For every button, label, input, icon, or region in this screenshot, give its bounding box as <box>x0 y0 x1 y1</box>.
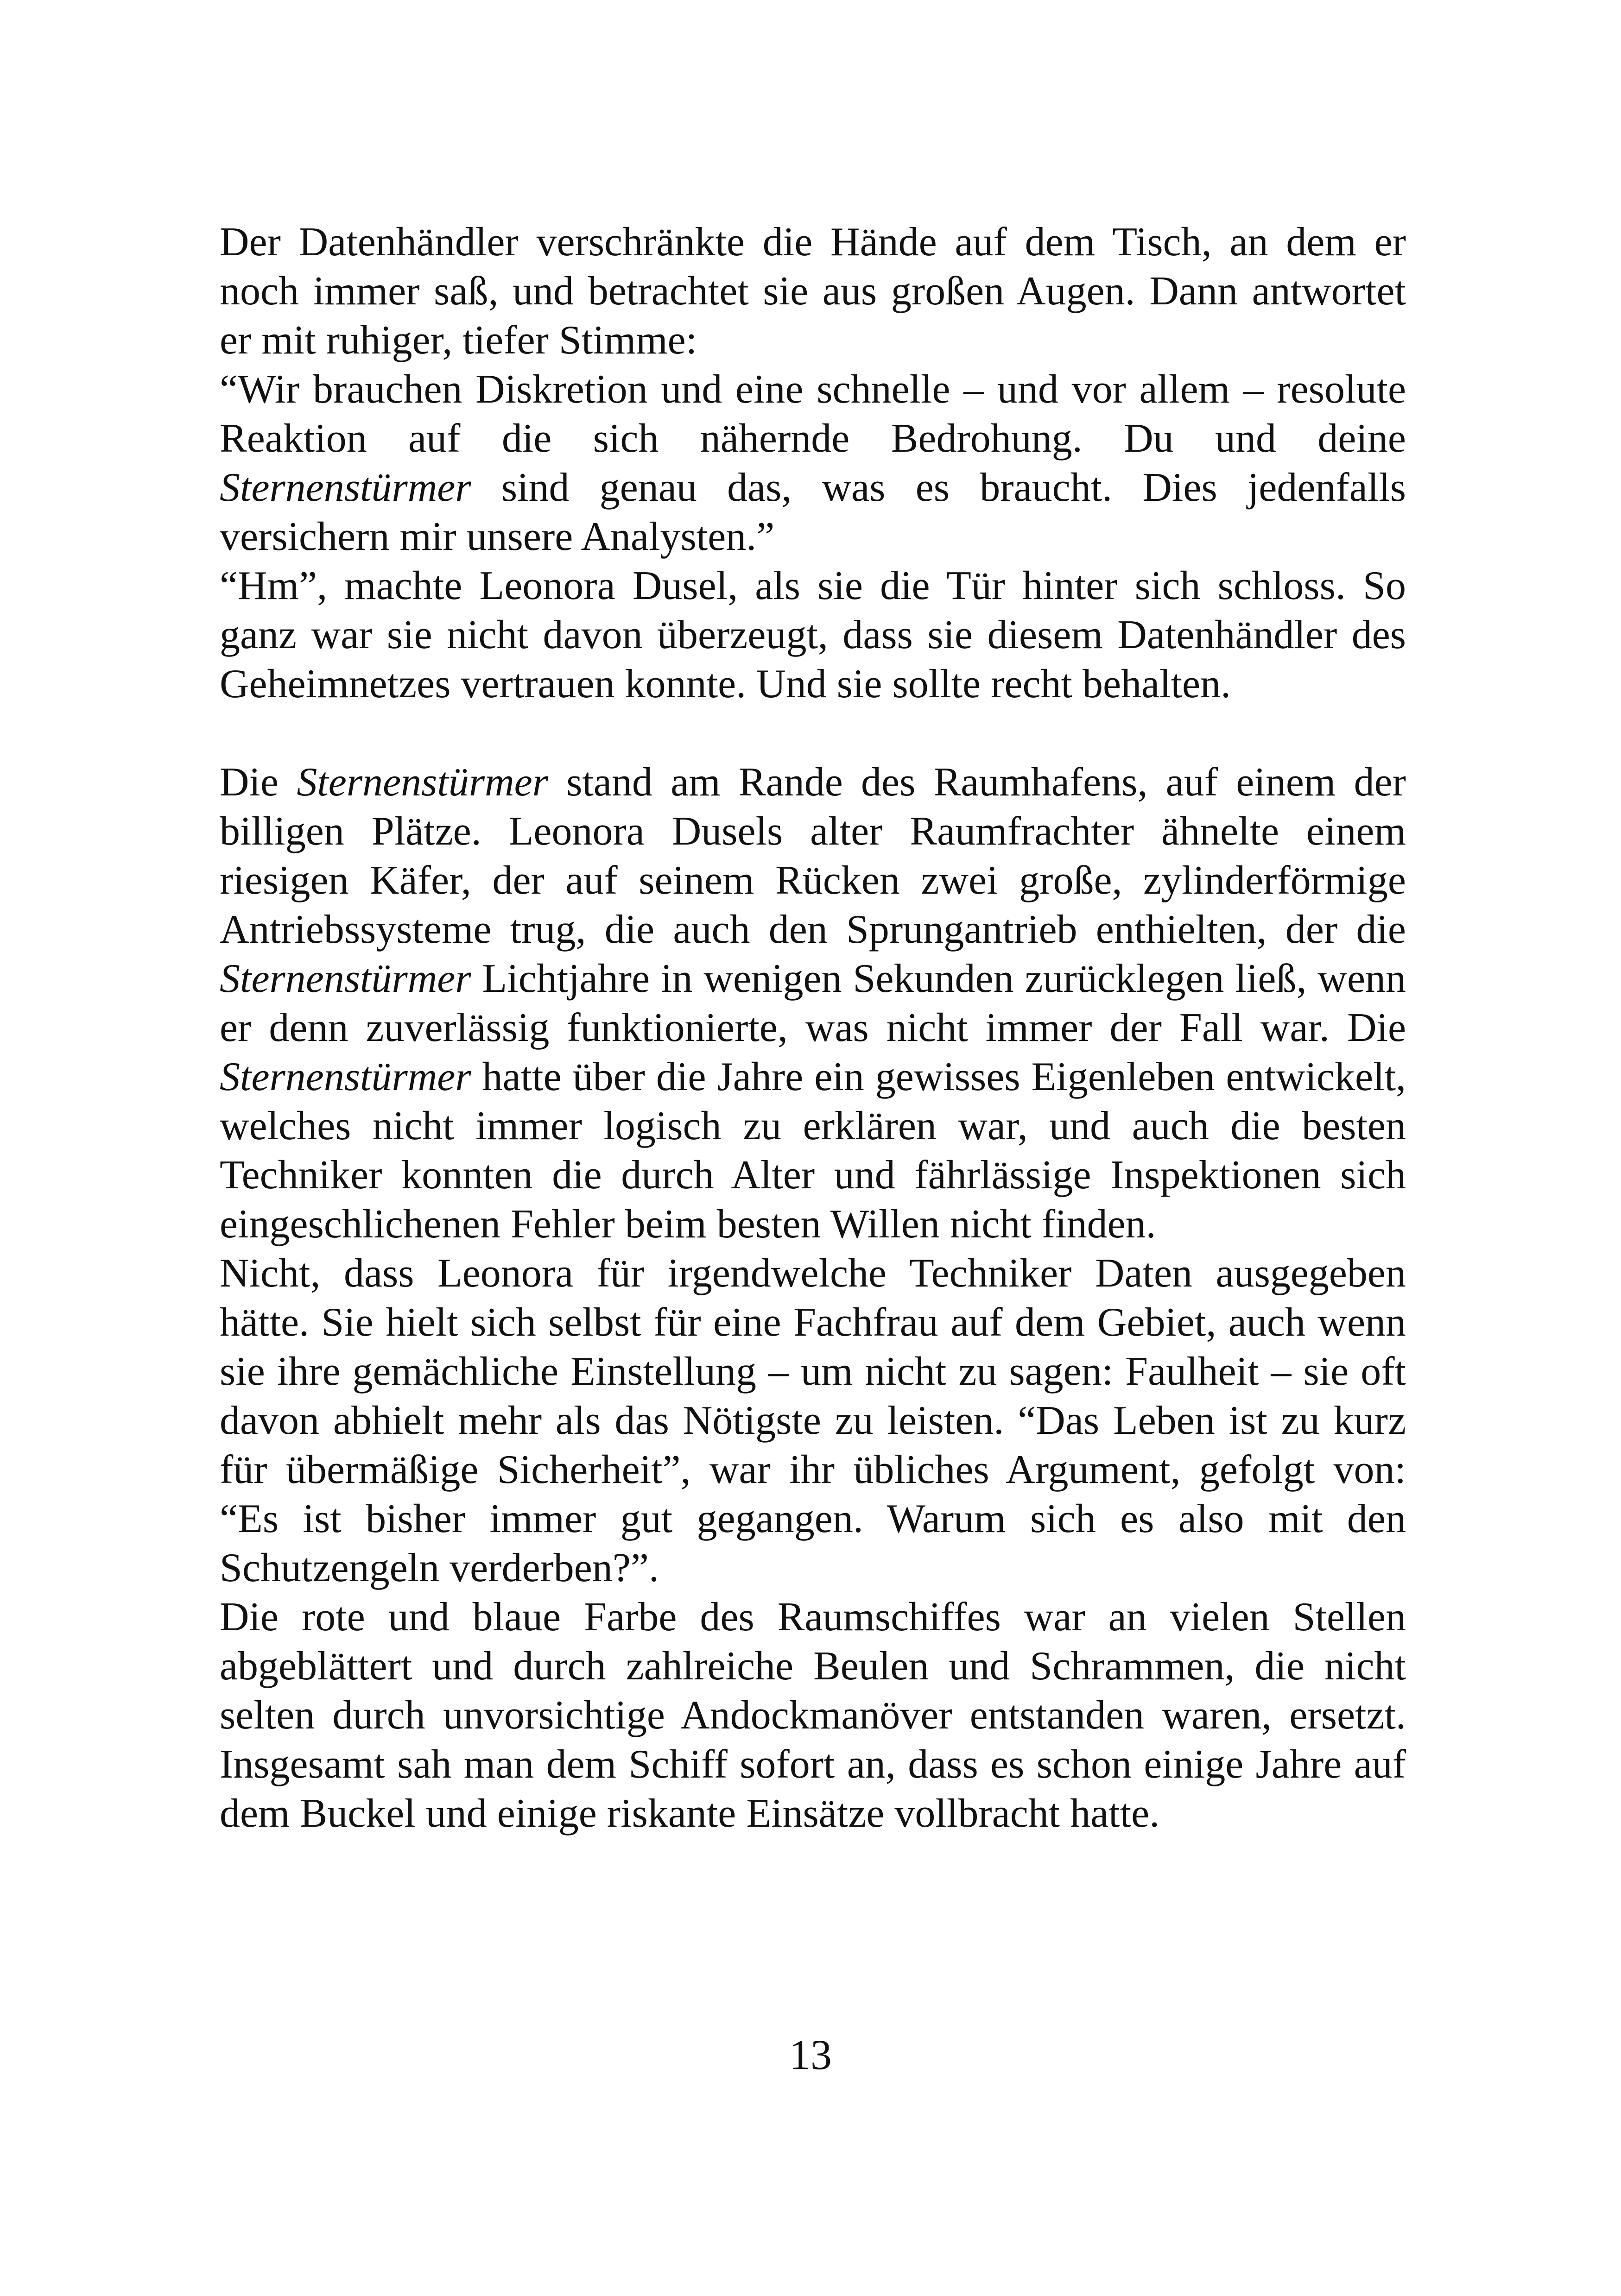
body-text <box>220 218 1406 1838</box>
text-run: Die <box>220 760 297 805</box>
ship-name-italic: Sternenstürmer <box>297 760 548 805</box>
paragraph <box>220 365 1406 561</box>
text-run: “Wir brauchen Diskretion und eine schnelle – und vor allem – resolute Reaktion auf die sich nähernde Bedrohung. Du und deine <box>220 367 1406 461</box>
text-run: Der Datenhändler verschränkte die Hände auf dem Tisch, an dem er noch immer saß, und betrachtet sie aus großen Augen. Dann antwortet er mit ruhiger, tiefer Stimme: <box>220 220 1406 363</box>
text-run: “Hm”, machte Leonora Dusel, als sie die Tür hinter sich schloss. So ganz war sie nicht davon überzeugt, dass sie diesem Datenhändler des Geheimnetzes vertrauen konnte. Und sie sollte recht behalten. <box>220 563 1406 706</box>
paragraph <box>220 758 1406 1249</box>
text-run: Nicht, dass Leonora für irgendwelche Techniker Daten ausgegeben hätte. Sie hielt sich selbst für eine Fachfrau auf dem Gebiet, auch wenn sie ihre gemächliche Einstellung – um nicht zu sagen: Faulheit – sie oft davon abhielt mehr als das Nötigste zu leisten. “Das Leben ist zu kurz für übermäßige Sicherheit”, war ihr übliches Argument, gefolgt von: “Es ist bisher immer gut gegangen. Warum sich es also mit den Schutzengeln verderben?”. <box>220 1251 1406 1590</box>
paragraph <box>220 1593 1406 1838</box>
ship-name-italic: Sternenstürmer <box>220 465 471 510</box>
paragraph-break <box>220 709 1406 758</box>
page-number: 13 <box>789 2031 832 2078</box>
ship-name-italic: Sternenstürmer <box>220 956 471 1001</box>
paragraph <box>220 1249 1406 1593</box>
paragraph <box>220 561 1406 709</box>
paragraph <box>220 218 1406 365</box>
text-run: sind genau das, was es braucht. Dies jedenfalls versichern mir unsere Analysten.” <box>220 465 1406 559</box>
text-run: Die rote und blaue Farbe des Raumschiffes war an vielen Stellen abgeblättert und durch zahlreiche Beulen und Schrammen, die nicht selten durch unvorsichtige Andockmanöver entstanden waren, ersetzt. Insgesamt sah man dem Schiff sofort an, dass es schon einige Jahre auf dem Buckel und einige riskante Einsätze vollbracht hatte. <box>220 1595 1406 1836</box>
text-run: stand am Rande des Raumhafens, auf einem der billigen Plätze. Leonora Dusels alter Raumfrachter ähnelte einem riesigen Käfer, der auf seinem Rücken zwei große, zylinderförmige Antriebssysteme trug, die auch den Sprungantrieb enthielten, der die <box>220 760 1406 952</box>
text-run: Lichtjahre in wenigen Sekunden zurücklegen ließ, wenn er denn zuverlässig funktionierte, was nicht immer der Fall war. Die <box>220 956 1406 1050</box>
text-run: hatte über die Jahre ein gewisses Eigenleben entwickelt, welches nicht immer logisch zu erklären war, und auch die besten Techniker konnten die durch Alter und fährlässige Inspektionen sich eingeschlichenen Fehler beim besten Willen nicht finden. <box>220 1054 1406 1247</box>
ship-name-italic: Sternenstürmer <box>220 1054 471 1099</box>
